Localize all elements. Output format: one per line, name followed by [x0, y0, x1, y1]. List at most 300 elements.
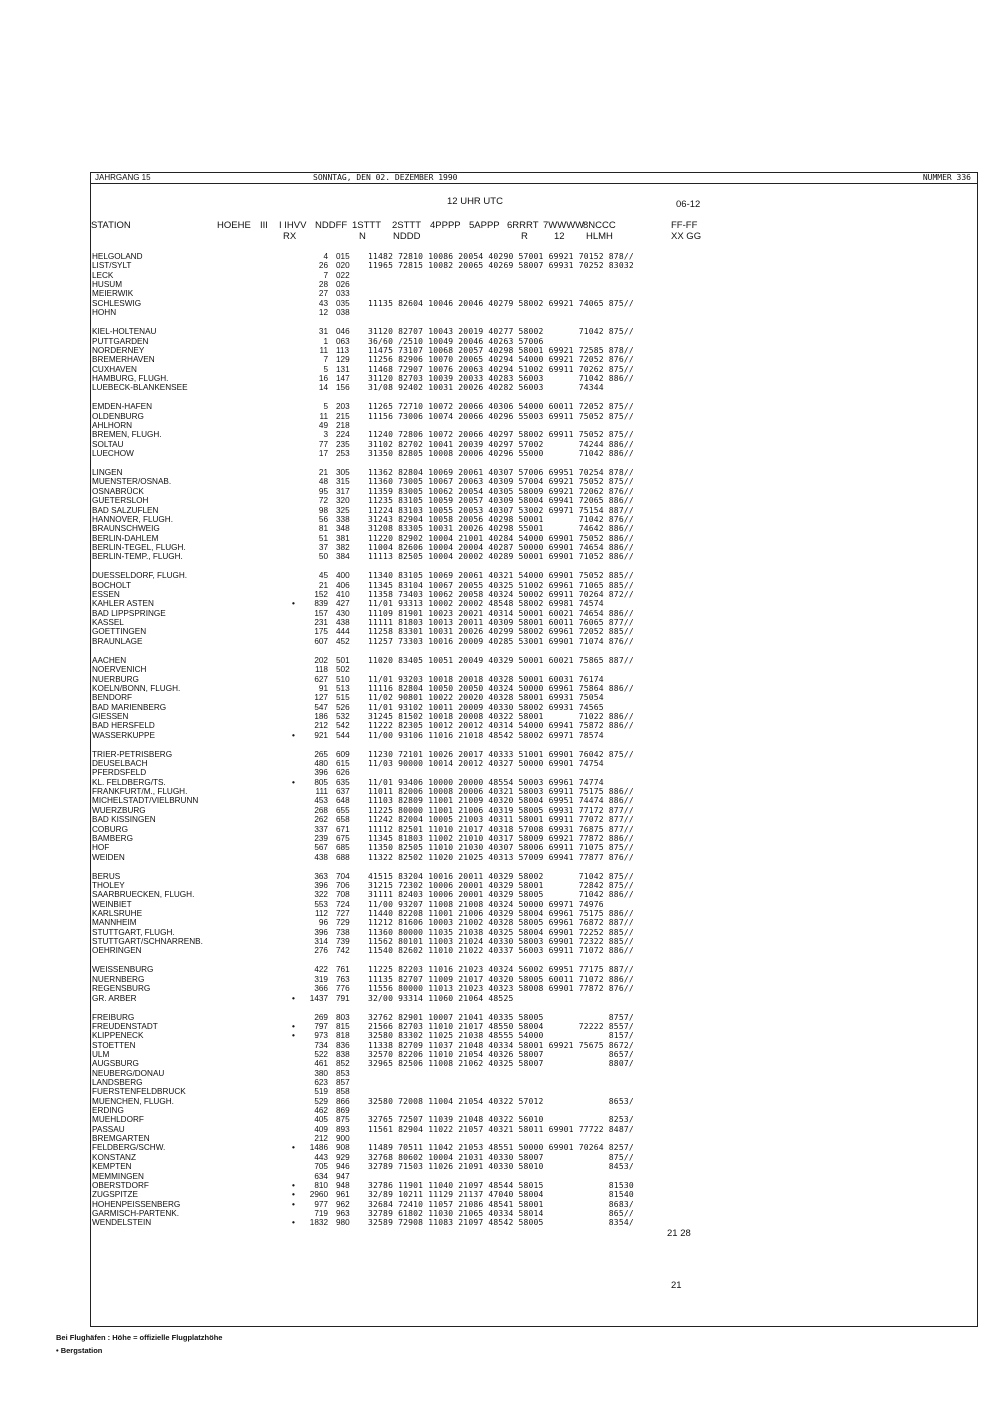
- station-id: 502: [336, 665, 350, 675]
- station-id: 688: [336, 852, 350, 862]
- station-height: 5: [323, 364, 328, 374]
- station-height: 1832: [309, 1218, 328, 1228]
- synop-groups: 32789 61802 11030 21065 40334 58014 865//: [368, 1208, 634, 1218]
- station-name: GOETTINGEN: [92, 627, 147, 637]
- station-id: 026: [336, 280, 350, 289]
- station-name: BRAUNSCHWEIG: [92, 524, 160, 534]
- station-height: 231: [314, 618, 328, 628]
- mountain-marker: •: [292, 993, 295, 1003]
- station-height: 1486: [309, 1143, 328, 1153]
- station-height: 921: [314, 730, 328, 740]
- station-name: MUEHLDORF: [92, 1115, 144, 1125]
- station-id: 648: [336, 796, 350, 806]
- station-height: 519: [314, 1087, 328, 1097]
- station-id: 980: [336, 1218, 350, 1228]
- volume-label: JAHRGANG 15: [95, 173, 151, 182]
- station-id: 852: [336, 1059, 350, 1069]
- mountain-marker: •: [292, 1218, 295, 1228]
- station-name: NUERBURG: [92, 674, 139, 684]
- station-id: 803: [336, 1012, 350, 1022]
- station-height: 810: [314, 1180, 328, 1190]
- station-height: 1: [323, 336, 328, 346]
- station-name: LECK: [92, 270, 114, 280]
- station-height: 269: [314, 1012, 328, 1022]
- synop-groups: 11338 82709 11037 21048 40334 58001 69921 75675 8672/: [368, 1040, 634, 1050]
- station-id: 325: [336, 505, 350, 515]
- station-id: 961: [336, 1190, 350, 1200]
- station-height: 212: [314, 721, 328, 731]
- synop-groups: 11/01 93203 10018 20018 40328 50001 60031 76174: [368, 674, 604, 684]
- synop-groups: 11020 83405 10051 20049 40329 50001 60021 75865 887//: [368, 655, 634, 665]
- station-id: 761: [336, 965, 350, 975]
- station-height: 27: [318, 289, 328, 299]
- synop-groups: 11/01 93406 10000 20000 48554 50003 69961 74774: [368, 777, 604, 787]
- station-id: 427: [336, 599, 350, 609]
- station-height: 11: [319, 411, 328, 421]
- station-name: KAHLER ASTEN: [92, 599, 154, 609]
- station-id: 858: [336, 1087, 350, 1097]
- synop-groups: 32965 82506 11008 21062 40325 58007 8807/: [368, 1059, 634, 1069]
- synop-groups: 11224 83103 10055 20053 40307 53002 69971 75154 887//: [368, 505, 634, 515]
- station-height: 396: [314, 880, 328, 890]
- station-id: 131: [336, 364, 350, 374]
- synop-groups: 11257 73303 10016 20009 40285 53001 69901 71074 876//: [368, 636, 634, 646]
- synop-groups: 11482 72810 10086 20054 40290 57001 69921 70152 878//: [368, 252, 634, 261]
- station-name: BAD KISSINGEN: [92, 815, 156, 825]
- station-name: BENDORF: [92, 693, 133, 703]
- zugspitze-ff: 21: [671, 1280, 682, 1291]
- station-name: KIEL-HOLTENAU: [92, 327, 157, 337]
- station-id: 947: [336, 1171, 350, 1181]
- station-id: 063: [336, 336, 350, 346]
- station-id: 626: [336, 768, 350, 778]
- synop-groups: 11/00 93106 11016 21018 48542 58002 69971 78574: [368, 730, 604, 740]
- station-name: BAD HERSFELD: [92, 721, 155, 731]
- synop-groups: 31102 82702 10041 20039 40297 57002 74244 886//: [368, 439, 634, 449]
- station-height: 16: [318, 373, 328, 383]
- station-id: 857: [336, 1078, 350, 1087]
- synop-groups: 31120 82707 10043 20019 40277 58002 71042 875//: [368, 327, 634, 337]
- station-id: 791: [336, 993, 350, 1003]
- station-height: 50: [318, 552, 328, 562]
- station-height: 3: [323, 430, 328, 440]
- synop-groups: 11116 82804 10050 20050 40324 50000 69961 75864 886//: [368, 683, 634, 693]
- synop-groups: 32580 83302 11025 21038 48555 54000 8157/: [368, 1031, 634, 1041]
- station-id: 215: [336, 411, 350, 421]
- station-id: 338: [336, 514, 350, 524]
- mountain-marker: •: [292, 730, 295, 740]
- synop-groups: 11258 83301 10031 20026 40299 58002 69961 72052 885//: [368, 627, 634, 637]
- synop-groups: 11212 81606 10003 21002 40328 58005 69961 76872 887//: [368, 918, 634, 928]
- ffff-header: FF-FF: [671, 220, 698, 231]
- station-name: BREMERHAVEN: [92, 355, 155, 365]
- mountain-marker: •: [292, 1180, 295, 1190]
- station-id: 708: [336, 890, 350, 900]
- station-height: 422: [314, 965, 328, 975]
- station-id: 015: [336, 252, 350, 261]
- station-name: WEINBIET: [92, 899, 132, 909]
- station-name: TRIER-PETRISBERG: [92, 749, 173, 759]
- synop-groups: 32762 82901 10007 21041 40335 58005 8757/: [368, 1012, 634, 1022]
- station-id: 836: [336, 1040, 350, 1050]
- synop-groups: 11340 83105 10069 20061 40321 54000 69901 75052 885//: [368, 571, 634, 581]
- iii-header: III: [260, 220, 268, 231]
- station-name: BAD MARIENBERG: [92, 702, 167, 712]
- station-name: FELDBERG/SCHW.: [92, 1143, 166, 1153]
- station-name: BAD SALZUFLEN: [92, 505, 159, 515]
- station-id: 129: [336, 355, 350, 365]
- station-height: 547: [314, 702, 328, 712]
- synop-groups: 11345 83104 10067 20055 40325 51002 69961 71065 885//: [368, 580, 634, 590]
- station-id: 444: [336, 627, 350, 637]
- station-id: 317: [336, 486, 350, 496]
- synop-groups: 41515 83204 10016 20011 40329 58002 71042 875//: [368, 871, 634, 881]
- nddff-header: NDDFF: [315, 220, 348, 231]
- synop-groups: 11489 70511 11042 21053 48551 50000 69901 70264 8257/: [368, 1143, 634, 1153]
- station-id: 729: [336, 918, 350, 928]
- issue-number: NUMMER 336: [922, 173, 971, 182]
- synop-groups: 11240 72806 10072 20066 40297 58002 69911 75052 875//: [368, 430, 634, 440]
- station-id: 963: [336, 1208, 350, 1218]
- station-id: 875: [336, 1115, 350, 1125]
- station-height: 623: [314, 1078, 328, 1087]
- station-name: NEUBERG/DONAU: [92, 1068, 165, 1078]
- synop-groups: 11360 73005 10067 20063 40309 57004 69921 75052 875//: [368, 477, 634, 487]
- synop-groups: 11556 80000 11013 21023 40323 58008 69901 77872 876//: [368, 984, 634, 994]
- synop-groups: 11225 82203 11016 21023 40324 56002 69951 77175 887//: [368, 965, 634, 975]
- station-height: 21: [318, 468, 328, 478]
- station-header: STATION: [91, 220, 131, 231]
- synop-groups: 11220 82902 10004 21001 40284 54000 69901 75052 886//: [368, 533, 634, 543]
- synop-groups: 31111 82403 10006 20001 40329 58005 71042 886//: [368, 890, 634, 900]
- station-height: 322: [314, 890, 328, 900]
- mountain-marker: •: [292, 777, 295, 787]
- hlmh-header: HLMH: [586, 231, 613, 242]
- station-height: 2960: [309, 1190, 328, 1200]
- station-height: 319: [314, 974, 328, 984]
- station-name: HANNOVER, FLUGH.: [92, 514, 173, 524]
- mountain-marker: •: [292, 599, 295, 609]
- station-id: 706: [336, 880, 350, 890]
- station-height: 43: [318, 298, 328, 308]
- station-name: REGENSBURG: [92, 984, 151, 994]
- synop-groups: 11230 72101 10026 20017 40333 51001 69901 76042 875//: [368, 749, 634, 759]
- station-name: LIST/SYLT: [92, 261, 132, 271]
- station-name: BERLIN-TEMP., FLUGH.: [92, 552, 183, 562]
- mountain-marker: •: [292, 1031, 295, 1041]
- station-id: 763: [336, 974, 350, 984]
- station-id: 452: [336, 636, 350, 646]
- station-name: KL. FELDBERG/TS.: [92, 777, 166, 787]
- station-id: 515: [336, 693, 350, 703]
- station-id: 526: [336, 702, 350, 712]
- synop-groups: 11113 82505 10004 20002 40289 50001 69901 71052 886//: [368, 552, 634, 562]
- synop-groups: 21566 82703 11010 21017 48550 58004 72222 8557/: [368, 1021, 634, 1031]
- report-frame: [90, 183, 978, 1327]
- station-name: MUENSTER/OSNAB.: [92, 477, 172, 487]
- station-name: DUESSELDORF, FLUGH.: [92, 571, 188, 581]
- synop-groups: 31120 82703 10039 20033 40283 56003 71042 886//: [368, 373, 634, 383]
- station-height: 797: [314, 1021, 328, 1031]
- station-name: GARMISCH-PARTENK.: [92, 1208, 180, 1218]
- station-id: 532: [336, 711, 350, 721]
- station-height: 81: [318, 524, 328, 534]
- station-id: 853: [336, 1068, 350, 1078]
- station-height: 461: [314, 1059, 328, 1069]
- synop-groups: 32786 11901 11040 21097 48544 58015 81530: [368, 1180, 634, 1190]
- synop-groups: 31208 83305 10031 20026 40298 55001 74642 886//: [368, 524, 634, 534]
- station-name: KONSTANZ: [92, 1152, 136, 1162]
- station-height: 443: [314, 1152, 328, 1162]
- station-height: 1437: [309, 993, 328, 1003]
- station-height: 7: [323, 270, 328, 280]
- station-height: 17: [318, 449, 328, 458]
- synop-groups: 32789 71503 11026 21091 40330 58010 8453/: [368, 1162, 634, 1172]
- station-name: OLDENBURG: [92, 411, 144, 421]
- station-height: 51: [318, 533, 328, 543]
- station-name: WEIDEN: [92, 852, 125, 862]
- synop-groups: 11/01 93313 10002 20002 48548 58002 69981 74574: [368, 599, 604, 609]
- station-name: MEMMINGEN: [92, 1171, 144, 1181]
- station-id: 818: [336, 1031, 350, 1041]
- station-name: FREUDENSTADT: [92, 1021, 158, 1031]
- station-id: 501: [336, 655, 350, 665]
- station-height: 337: [314, 824, 328, 834]
- station-id: 929: [336, 1152, 350, 1162]
- synop-groups: 11004 82606 10004 20004 40287 50000 69901 74654 886//: [368, 542, 634, 552]
- synop-groups: 11540 82602 11010 21022 40337 56003 69911 71072 886//: [368, 946, 634, 956]
- station-id: 948: [336, 1180, 350, 1190]
- synop-groups: 32684 72410 11057 21086 48541 58001 8683/: [368, 1199, 634, 1209]
- station-height: 977: [314, 1199, 328, 1209]
- station-height: 462: [314, 1106, 328, 1115]
- synop-groups: 11440 82208 11001 21006 40329 58004 69961 75175 886//: [368, 909, 634, 918]
- station-id: 020: [336, 261, 350, 271]
- station-name: HOF: [92, 843, 110, 853]
- station-name: HELGOLAND: [92, 252, 143, 261]
- station-name: ULM: [92, 1049, 110, 1059]
- station-id: 410: [336, 590, 350, 599]
- station-name: DEUSELBACH: [92, 759, 148, 768]
- station-name: MEIERWIK: [92, 289, 134, 299]
- station-height: 96: [318, 918, 328, 928]
- station-name: BRAUNLAGE: [92, 636, 143, 646]
- station-height: 734: [314, 1040, 328, 1050]
- synop-groups: 31215 72302 10006 20001 40329 58001 72842 875//: [368, 880, 634, 890]
- station-name: HOHN: [92, 308, 117, 318]
- station-name: KARLSRUHE: [92, 909, 143, 918]
- station-id: 724: [336, 899, 350, 909]
- station-id: 908: [336, 1143, 350, 1153]
- station-height: 152: [314, 590, 328, 599]
- station-height: 480: [314, 759, 328, 768]
- station-height: 366: [314, 984, 328, 994]
- station-height: 453: [314, 796, 328, 806]
- station-height: 839: [314, 599, 328, 609]
- synop-groups: 11345 81803 11002 21010 40317 58009 69921 77872 886//: [368, 833, 634, 843]
- station-height: 239: [314, 833, 328, 843]
- synop-groups: 32768 80602 10004 21031 40330 58007 875//: [368, 1152, 634, 1162]
- synop-groups: 32765 72507 11039 21048 40322 56010 8253/: [368, 1115, 634, 1125]
- station-id: 038: [336, 308, 350, 318]
- synop-groups: 11235 83105 10059 20057 40309 58004 69941 72065 886//: [368, 496, 634, 506]
- station-id: 400: [336, 571, 350, 581]
- station-id: 320: [336, 496, 350, 506]
- station-id: 305: [336, 468, 350, 478]
- station-height: 553: [314, 899, 328, 909]
- station-id: 510: [336, 674, 350, 684]
- station-height: 212: [314, 1134, 328, 1144]
- station-height: 98: [318, 505, 328, 515]
- station-id: 430: [336, 608, 350, 618]
- synop-groups: 36/60 /2510 10049 20046 40263 57006: [368, 336, 544, 346]
- station-height: 186: [314, 711, 328, 721]
- station-name: FRANKFURT/M., FLUGH.: [92, 787, 188, 797]
- station-id: 739: [336, 937, 350, 946]
- station-height: 973: [314, 1031, 328, 1041]
- station-name: BERUS: [92, 871, 121, 881]
- n-header: N: [359, 231, 366, 242]
- station-height: 91: [318, 683, 328, 693]
- station-height: 409: [314, 1124, 328, 1134]
- station-height: 72: [318, 496, 328, 506]
- synop-groups: 32580 72008 11004 21054 40322 57012 8653/: [368, 1096, 634, 1106]
- feldberg-ff: 21 28: [667, 1228, 691, 1239]
- station-name: NOERVENICH: [92, 665, 147, 675]
- synop-groups: 11135 82604 10046 20046 40279 58002 69921 74065 875//: [368, 298, 634, 308]
- station-height: 4: [323, 252, 328, 261]
- date-label: SONNTAG, DEN 02. DEZEMBER 1990: [313, 173, 458, 182]
- station-id: 033: [336, 289, 350, 299]
- station-id: 315: [336, 477, 350, 487]
- synop-groups: 11112 82501 11010 21017 40318 57008 69931 76875 877//: [368, 824, 634, 834]
- station-name: BREMGARTEN: [92, 1134, 150, 1144]
- station-name: PUTTGARDEN: [92, 336, 149, 346]
- synop-groups: 11156 73006 10074 20066 40296 55003 69911 75052 875//: [368, 411, 634, 421]
- station-height: 14: [318, 383, 328, 393]
- station-id: 869: [336, 1106, 350, 1115]
- station-name: GR. ARBER: [92, 993, 137, 1003]
- station-id: 946: [336, 1162, 350, 1172]
- station-id: 838: [336, 1049, 350, 1059]
- station-name: FREIBURG: [92, 1012, 135, 1022]
- synop-groups: 11359 83005 10062 20054 40305 58009 69921 72062 876//: [368, 486, 634, 496]
- station-name: BOCHOLT: [92, 580, 131, 590]
- station-height: 49: [318, 421, 328, 430]
- footnote-airport: Bei Flughäfen : Höhe = offizielle Flugplatzhöhe: [56, 1333, 223, 1342]
- synop-groups: 11103 82809 11001 21009 40320 58004 69951 74474 886//: [368, 796, 634, 806]
- synop-groups: 11135 82707 11009 21017 40320 58005 60011 71072 886//: [368, 974, 634, 984]
- station-name: BAD LIPPSPRINGE: [92, 608, 166, 618]
- station-height: 438: [314, 852, 328, 862]
- station-name: STUTTGART, FLUGH.: [92, 927, 175, 937]
- station-name: LUEBECK-BLANKENSEE: [92, 383, 188, 393]
- station-height: 28: [318, 280, 328, 289]
- station-height: 314: [314, 937, 328, 946]
- sttt2-header: 2STTT: [392, 220, 422, 231]
- station-name: OEHRINGEN: [92, 946, 142, 956]
- station-height: 805: [314, 777, 328, 787]
- period-label: 06-12: [676, 199, 701, 210]
- synop-groups: 31350 82805 10008 20006 40296 55000 71042 886//: [368, 449, 634, 458]
- synop-groups: 32570 82206 11010 21054 40326 58007 8657/: [368, 1049, 634, 1059]
- synop-groups: 11475 73107 10068 20057 40298 58001 69921 72585 878//: [368, 345, 634, 355]
- station-height: 118: [314, 665, 328, 675]
- station-name: SOLTAU: [92, 439, 124, 449]
- station-name: BAMBERG: [92, 833, 133, 843]
- station-height: 31: [318, 327, 328, 337]
- station-name: HAMBURG, FLUGH.: [92, 373, 169, 383]
- synop-groups: 11111 81803 10013 20011 40309 58001 60011 76065 877//: [368, 618, 634, 628]
- station-name: WUERZBURG: [92, 805, 146, 815]
- station-height: 56: [318, 514, 328, 524]
- station-height: 719: [314, 1208, 328, 1218]
- station-id: 235: [336, 439, 350, 449]
- station-id: 635: [336, 777, 350, 787]
- station-height: 405: [314, 1115, 328, 1125]
- station-id: 738: [336, 927, 350, 937]
- station-id: 658: [336, 815, 350, 825]
- synop-groups: 31/08 92402 10031 20026 40282 56003 74344: [368, 383, 604, 393]
- r-header: R: [521, 231, 528, 242]
- station-height: 202: [314, 655, 328, 665]
- station-height: 276: [314, 946, 328, 956]
- synop-groups: 31245 81502 10018 20008 40322 58001 71022 886//: [368, 711, 634, 721]
- station-name: GIESSEN: [92, 711, 129, 721]
- station-id: 381: [336, 533, 350, 543]
- station-id: 675: [336, 833, 350, 843]
- station-name: HOHENPEISSENBERG: [92, 1199, 181, 1209]
- station-id: 035: [336, 298, 350, 308]
- station-height: 45: [318, 571, 328, 581]
- station-name: LINGEN: [92, 468, 123, 478]
- station-height: 396: [314, 768, 328, 778]
- station-name: COBURG: [92, 824, 128, 834]
- sttt1-header: 1STTT: [352, 220, 382, 231]
- rx-header: RX: [283, 231, 297, 242]
- station-id: 962: [336, 1199, 350, 1209]
- station-name: ZUGSPITZE: [92, 1190, 138, 1200]
- station-id: 384: [336, 552, 350, 562]
- synop-groups: 11562 80101 11003 21024 40330 58003 69901 72322 885//: [368, 937, 634, 946]
- station-name: AHLHORN: [92, 421, 133, 430]
- station-name: MICHELSTADT/VIELBRUNN: [92, 796, 199, 806]
- station-id: 147: [336, 373, 350, 383]
- synop-groups: 11468 72907 10076 20063 40294 51002 69911 70262 875//: [368, 364, 634, 374]
- station-name: THOLEY: [92, 880, 125, 890]
- station-id: 776: [336, 984, 350, 994]
- mountain-marker: •: [292, 1143, 295, 1153]
- synop-groups: 11360 80000 11035 21038 40325 58004 69901 72252 885//: [368, 927, 634, 937]
- station-id: 113: [336, 345, 350, 355]
- station-height: 127: [314, 693, 328, 703]
- station-height: 48: [318, 477, 328, 487]
- footnote-mountain: • Bergstation: [56, 1346, 103, 1355]
- station-id: 727: [336, 909, 350, 918]
- synop-groups: 11/00 93207 11008 21008 40324 50000 69971 74976: [368, 899, 604, 909]
- station-height: 262: [314, 815, 328, 825]
- station-id: 542: [336, 721, 350, 731]
- station-name: ESSEN: [92, 590, 120, 599]
- station-height: 157: [314, 608, 328, 618]
- station-height: 363: [314, 871, 328, 881]
- station-name: SCHLESWIG: [92, 298, 142, 308]
- station-height: 522: [314, 1049, 328, 1059]
- station-height: 567: [314, 843, 328, 853]
- synop-groups: 32/89 10211 11129 21137 47040 58004 81540: [368, 1190, 634, 1200]
- station-name: BERLIN-DAHLEM: [92, 533, 159, 543]
- station-name: BERLIN-TEGEL, FLUGH.: [92, 542, 186, 552]
